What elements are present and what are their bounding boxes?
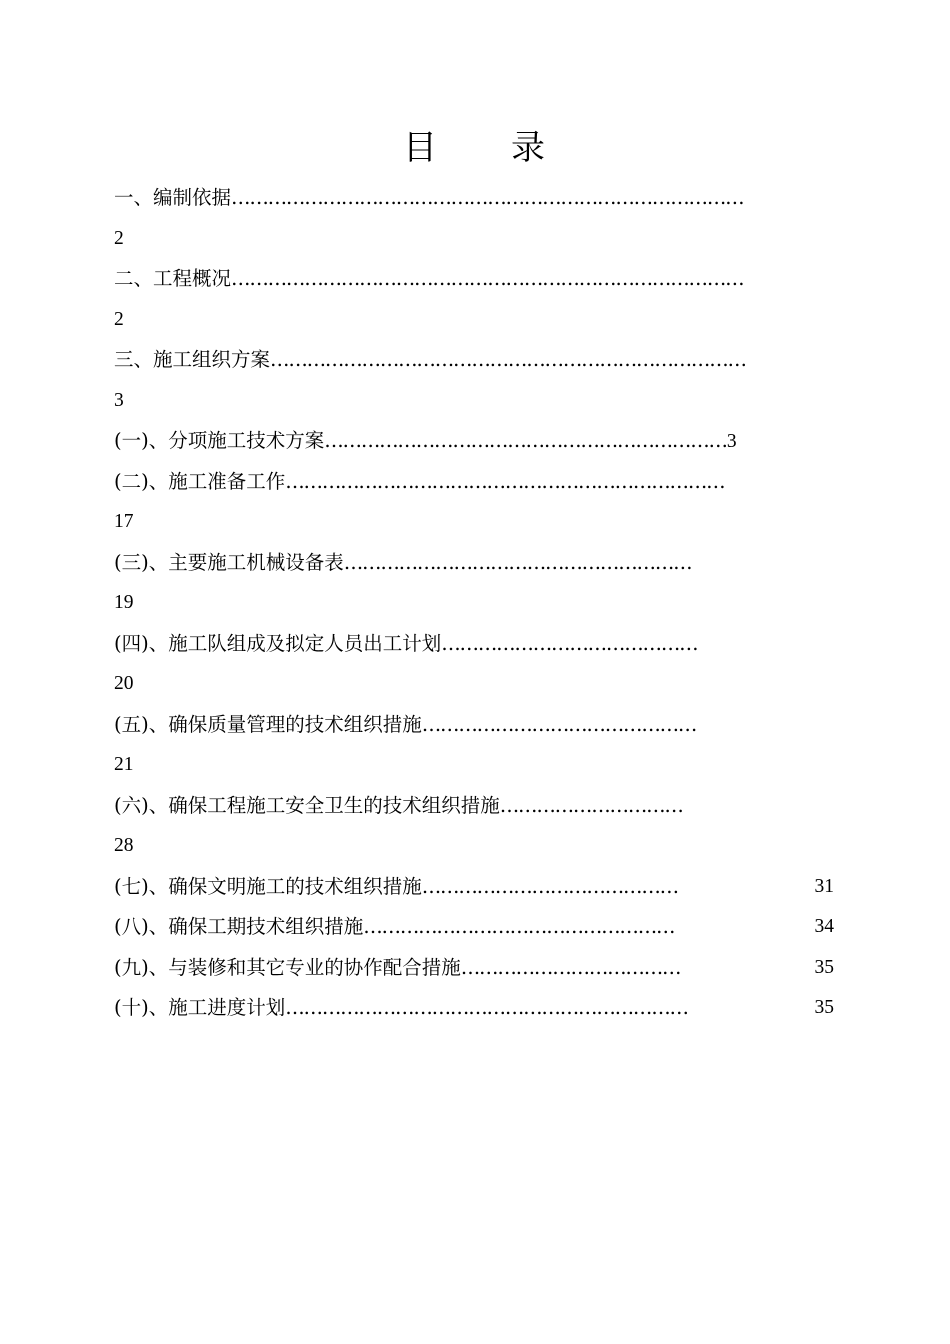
toc-entry-label: (八)、确保工期技术组织措施 [114,915,364,938]
toc-leader-dots: ……………………………………… [421,712,697,736]
toc-entry-1-page [114,219,834,260]
toc-entry-2[interactable] [114,259,834,300]
toc-page-number: 2 [114,227,124,249]
toc-page-number: 3 [726,431,737,452]
toc-page-number: 19 [114,592,134,613]
toc-entry-6-page [114,583,834,624]
toc-list [114,178,834,1029]
toc-leader-dots: ………………………………………………………………………… [231,186,744,209]
toc-entry-8-page [114,745,834,786]
toc-page-number: 35 [814,997,834,1018]
toc-entry-label: (四)、施工队组成及拟定人员出工计划 [114,631,442,655]
toc-entry-7[interactable] [114,624,834,665]
toc-entry-label: 一、编制依据 [114,186,232,209]
toc-leader-dots: ………………………………………………………… [324,429,727,452]
toc-page-number: 34 [814,916,834,937]
toc-entry-label: (三)、主要施工机械设备表 [114,550,344,574]
toc-page-number: 21 [114,754,134,775]
toc-entry-8[interactable] [114,705,834,746]
toc-entry-12[interactable] [114,948,834,989]
toc-page-number: 35 [814,956,834,978]
toc-entry-label: (九)、与装修和其它专业的协作配合措施 [114,955,461,979]
toc-page-number: 17 [114,511,134,532]
toc-leader-dots: ………………………………………………… [343,550,692,574]
toc-entry-5[interactable] [114,462,834,503]
toc-leader-dots: ………………………… [499,793,683,817]
toc-page-number: 3 [114,389,124,411]
toc-entry-2-page [114,300,834,341]
toc-entry-11[interactable] [114,907,834,948]
toc-leader-dots: ………………………………………………………… [285,996,688,1019]
toc-entry-7-page [114,664,834,705]
toc-entry-5-page [114,502,834,543]
toc-entry-label: 二、工程概况 [114,267,232,290]
toc-leader-dots: …………………………………………… [363,915,675,938]
toc-page-number: 28 [114,835,134,856]
toc-title-char-1: 目 [403,128,439,168]
toc-leader-dots: ……………………………………………………………… [285,469,725,493]
toc-entry-3-page [114,381,834,422]
toc-entry-label: 三、施工组织方案 [114,348,271,371]
toc-page-number: 31 [814,875,834,897]
toc-entry-1[interactable] [114,178,834,219]
toc-entry-label: (五)、确保质量管理的技术组织措施 [114,712,422,736]
toc-entry-4[interactable] [114,421,834,462]
toc-entry-label: (十)、施工进度计划 [114,996,286,1019]
toc-entry-3[interactable] [114,340,834,381]
toc-leader-dots: …………………………………… [421,874,678,898]
toc-title-char-2: 录 [511,128,547,168]
toc-page-number: 2 [114,308,124,330]
toc-title [0,126,950,170]
toc-entry-10[interactable] [114,867,834,908]
toc-entry-9-page [114,826,834,867]
toc-leader-dots: ………………………………………………………………………… [231,267,744,290]
toc-page-number: 20 [114,673,134,694]
toc-entry-label: (二)、施工准备工作 [114,469,286,493]
toc-leader-dots: …………………………………………………………………… [270,348,746,371]
toc-leader-dots: …………………………………… [441,631,698,655]
toc-entry-13[interactable] [114,988,834,1029]
toc-entry-6[interactable] [114,543,834,584]
toc-entry-9[interactable] [114,786,834,827]
toc-entry-label: (六)、确保工程施工安全卫生的技术组织措施 [114,793,500,817]
toc-entry-label: (一)、分项施工技术方案 [114,429,325,452]
toc-entry-label: (七)、确保文明施工的技术组织措施 [114,874,422,898]
toc-leader-dots: ……………………………… [460,955,681,979]
